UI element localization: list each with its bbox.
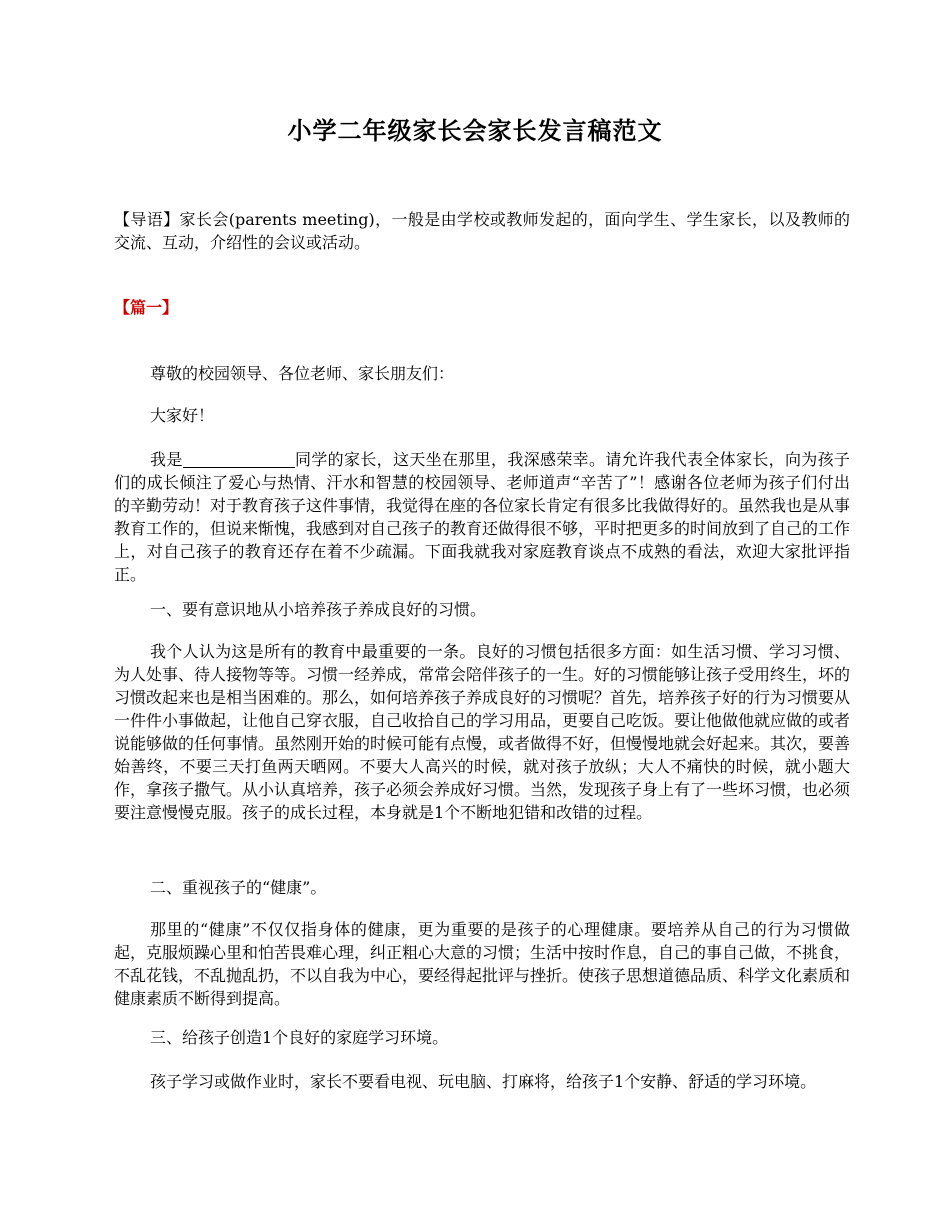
name-blank-line — [183, 451, 295, 468]
greeting-paragraph: 大家好！ — [150, 406, 215, 425]
intro-paragraph: 【导语】家长会(parents meeting)，一般是由学校或教师发起的，面向学生、学生家长，以及教师的交流、互动，介绍性的会议或活动。 — [114, 210, 850, 252]
point1-heading: 一、要有意识地从小培养孩子养成良好的习惯。 — [150, 600, 487, 619]
point3-heading: 三、给孩子创造1个良好的家庭学习环境。 — [150, 1028, 449, 1047]
section-heading: 【篇一】 — [114, 298, 179, 317]
document-title: 小学二年级家长会家长发言稿范文 — [287, 116, 663, 145]
salutation-paragraph: 尊敬的校园领导、各位老师、家长朋友们： — [150, 364, 455, 383]
point3-body: 孩子学习或做作业时，家长不要看电视、玩电脑、打麻将，给孩子1个安静、舒适的学习环境。 — [150, 1072, 817, 1091]
self-intro-paragraph — [114, 448, 850, 586]
self-intro-lead: 我是 — [150, 450, 183, 469]
point2-heading: 二、重视孩子的“健康”。 — [150, 878, 327, 897]
point1-body: 我个人认为这是所有的教育中最重要的一条。良好的习惯包括很多方面：如生活习惯、学习习惯、为人处事、待人接物等等。习惯一经养成，常常会陪伴孩子的一生。好的习惯能够让孩子受用终生，坏的习惯改起来也是相当困难的。那么，如何培养孩子养成良好的习惯呢？首先，培养孩子好的行为习惯要从一件件小事做起，让他自己穿衣服，自己收拾自己的学习用品，更要自己吃饭。要让他做他就应做的或者说能够做的任何事情。虽然刚开始的时候可能有点慢，或者做得不好，但慢慢地就会好起来。其次，要善始善终，不要三天打鱼两天晒网。不要大人高兴的时候，就对孩子放纵；大人不痛快的时候，就小题大作，拿孩子撒气。从小认真培养，孩子必须会养成好习惯。当然，发现孩子身上有了一些坏习惯，也必须要注意慢慢克服。孩子的成长过程，本身就是1个不断地犯错和改错的过程。 — [114, 642, 851, 822]
point2-body: 那里的“健康”不仅仅指身体的健康，更为重要的是孩子的心理健康。要培养从自己的行为习惯做起，克服烦躁心里和怕苦畏难心理，纠正粗心大意的习惯；生活中按时作息，自己的事自己做，不挑食，不乱花钱，不乱抛乱扔，不以自我为中心，要经得起批评与挫折。使孩子思想道德品质、科学文化素质和健康素质不断得到提高。 — [114, 920, 851, 1008]
self-intro-text: 同学的家长，这天坐在那里，我深感荣幸。请允许我代表全体家长，向为孩子们的成长倾注了爱心与热情、汗水和智慧的校园领导、老师道声“辛苦了”！感谢各位老师为孩子们付出的辛勤劳动！对于教育孩子这件事情，我觉得在座的各位家长肯定有很多比我做得好的。虽然我也是从事教育工作的，但说来惭愧，我感到对自己孩子的教育还做得很不够，平时把更多的时间放到了自己的工作上，对自己孩子的教育还存在着不少疏漏。下面我就我对家庭教育谈点不成熟的看法，欢迎大家批评指正。 — [114, 450, 851, 584]
